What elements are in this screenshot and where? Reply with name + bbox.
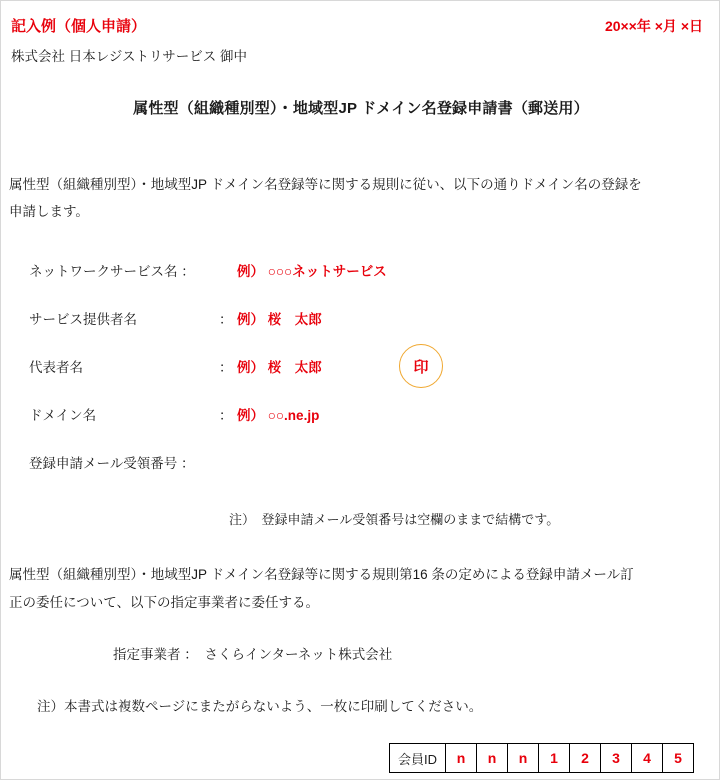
- date-label: 20××年 ×月 ×日: [604, 18, 703, 34]
- designated-provider-line: 指定事業者 ： さくらインターネット株式会社: [113, 647, 393, 662]
- field-value: 例） ○○.ne.jp: [237, 408, 320, 423]
- field-colon: ：: [219, 312, 233, 327]
- field-label: 登録申請メール受領番号 ：: [29, 456, 195, 471]
- document-header: [11, 15, 711, 36]
- field-row-service-provider-name: [29, 294, 689, 342]
- member-id-cell: 5: [674, 750, 682, 766]
- intro-paragraph: 属性型（組織種別型）・地域型JP ドメイン名登録等に関する規則に従い、以下の通りドメイン名の登録を申請します。: [9, 177, 642, 219]
- application-fields: [29, 246, 689, 486]
- field-colon: ：: [219, 408, 233, 423]
- seal-stamp-icon: 印: [399, 344, 443, 388]
- member-id-cell: 1: [539, 744, 570, 772]
- field-row-receipt-number: [29, 438, 689, 486]
- receipt-number-note: 注） 登録申請メール受領番号は空欄のままで結構です。: [229, 512, 560, 527]
- field-value: 例） ○○○ネットサービス: [237, 264, 387, 279]
- field-value: 例） 桜 太郎: [237, 360, 322, 375]
- field-label: サービス提供者名: [29, 312, 137, 327]
- delegation-clause: 属性型（組織種別型）・地域型JP ドメイン名登録等に関する規則第16 条の定めによる登録申請メール訂正の委任について、以下の指定事業者に委任する。: [9, 567, 634, 610]
- member-id-cell: 3: [601, 744, 632, 772]
- field-label: ネットワークサービス名 ：: [29, 264, 195, 279]
- member-id-box: [389, 743, 694, 773]
- page-title: 属性型（組織種別型）・地域型JP ドメイン名登録申請書（郵送用）: [133, 100, 589, 117]
- field-value: 例） 桜 太郎: [237, 312, 322, 327]
- member-id-cell: n: [446, 744, 477, 772]
- field-row-network-service-name: [29, 246, 689, 294]
- field-row-domain-name: [29, 390, 689, 438]
- member-id-cell: 4: [632, 744, 663, 772]
- member-id-label: 会員ID: [390, 744, 446, 772]
- addressee-line: 株式会社 日本レジストリサービス 御中: [11, 49, 247, 64]
- member-id-cell: n: [477, 744, 508, 772]
- printing-note: 注）本書式は複数ページにまたがらないよう、一枚に印刷してください。: [37, 699, 483, 714]
- member-id-cell: 2: [570, 744, 601, 772]
- sample-label: 記入例（個人申請）: [11, 18, 147, 35]
- member-id-cell: n: [508, 744, 539, 772]
- field-colon: ：: [219, 360, 233, 375]
- field-label: ドメイン名: [29, 408, 97, 423]
- field-label: 代表者名: [29, 360, 83, 375]
- field-row-representative-name: [29, 342, 689, 390]
